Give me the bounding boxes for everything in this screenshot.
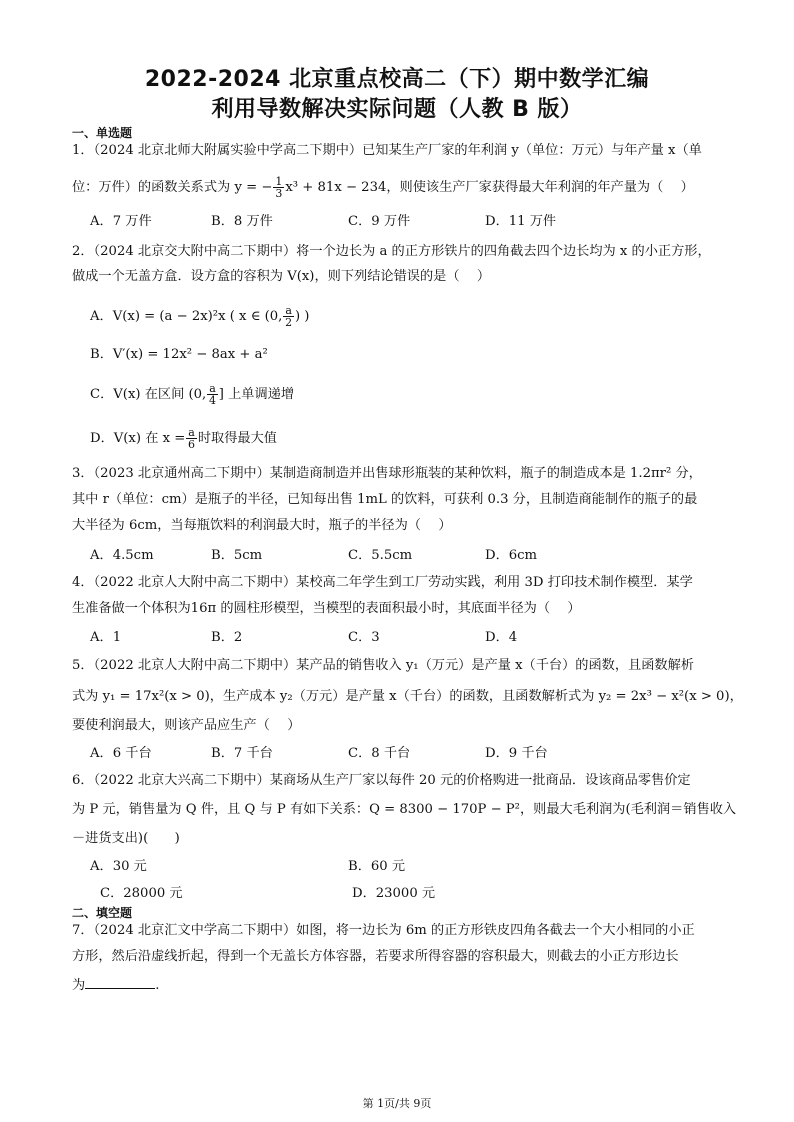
q4-option-d: D．4: [485, 630, 518, 645]
q1-line-2: [72, 176, 694, 199]
q2-option-c-prefix: C．V(x) 在区间 (0,: [90, 387, 207, 402]
q1-fraction-numerator: 1: [275, 175, 283, 188]
q3-line-1: 3．（2023 北京通州高二下期中）某制造商制造并出售球形瓶装的某种饮料，瓶子的制造成本是 1.2πr² 分，: [72, 466, 702, 481]
q5-option-b: B．7 千台: [211, 746, 273, 761]
q2-option-a-denominator: 2: [285, 316, 293, 329]
q6-line-3: －进货支出)( ): [72, 831, 180, 846]
q5-option-c: C．8 千台: [348, 746, 411, 761]
q2-option-c-denominator: 4: [208, 394, 216, 407]
q7-line-3: [72, 974, 159, 996]
q5-line-2: 式为 y₁ = 17x²(x > 0)，生产成本 y₂（万元）是产量 x（千台）的函数，且函数解析式为 y₂ = 2x³ − x²(x > 0)，: [72, 689, 743, 704]
q2-option-d: [90, 427, 277, 450]
document-title-line-1: 2022-2024 北京重点校高二（下）期中数学汇编: [144, 67, 650, 92]
q3-option-c: C．5.5cm: [348, 548, 413, 563]
q2-option-d-suffix: 时取得最大值: [197, 431, 277, 446]
section-heading-single-choice: 一、单选题: [72, 126, 133, 140]
q2-option-a-numerator: a: [285, 304, 292, 317]
q6-line-1: 6．（2022 北京大兴高二下期中）某商场从生产厂家以每件 20 元的价格购进一批商品．设该商品零售价定: [72, 773, 691, 788]
q2-option-c-fraction: [207, 383, 218, 406]
q2-option-b: B．V′(x) = 12x² − 8ax + a²: [90, 347, 268, 362]
q2-option-d-fraction: [186, 427, 197, 450]
q2-option-c-numerator: a: [209, 382, 216, 395]
q4-option-b: B．2: [211, 630, 243, 645]
q1-formula-prefix: 位：万件）的函数关系式为 y = −: [72, 180, 273, 195]
q4-option-c: C．3: [348, 630, 380, 645]
section-heading-fill-in: 二、填空题: [72, 906, 133, 920]
q5-line-3: 要使利润最大，则该产品应生产（ ）: [72, 718, 301, 733]
q1-formula-suffix: x³ + 81x − 234，则使该生产厂家获得最大年利润的年产量为（ ）: [285, 180, 694, 195]
q2-option-c: [90, 383, 294, 406]
q3-option-d: D．6cm: [485, 548, 538, 563]
q2-option-c-suffix: ] 上单调递增: [218, 387, 295, 402]
q4-line-1: 4．（2022 北京人大附中高二下期中）某校高二年学生到工厂劳动实践，利用 3D 打印技术制作模型．某学: [72, 575, 693, 590]
q4-line-2: 生准备做一个体积为16π 的圆柱形模型，当模型的表面积最小时，其底面半径为（ ）: [72, 601, 581, 616]
q3-line-2: 其中 r（单位：cm）是瓶子的半径，已知每出售 1mL 的饮料，可获利 0.3 分，且制造商能制作的瓶子的最: [72, 492, 698, 507]
q2-option-a: [90, 305, 309, 328]
q3-line-3: 大半径为 6cm，当每瓶饮料的利润最大时，瓶子的半径为（ ）: [72, 518, 452, 533]
q2-option-d-prefix: D．V(x) 在 x =: [90, 431, 186, 446]
q2-option-a-suffix: ) ): [294, 309, 310, 324]
q2-option-a-fraction: [283, 305, 294, 328]
document-title-line-2: 利用导数解决实际问题（人教 B 版）: [211, 97, 583, 122]
q2-line-1: 2．（2024 北京交大附中高二下期中）将一个边长为 a 的正方形铁片的四角截去四个边长均为 x 的小正方形，: [72, 244, 711, 259]
q3-option-a: A．4.5cm: [90, 548, 154, 563]
q1-line-1: 1．（2024 北京北师大附属实验中学高二下期中）已知某生产厂家的年利润 y（单位：万元）与年产量 x（单: [72, 143, 702, 158]
q1-option-c: C．9 万件: [348, 214, 411, 229]
q6-line-2: 为 P 元，销售量为 Q 件，且 Q 与 P 有如下关系：Q = 8300 − 170P − P²，则最大毛利润为(毛利润＝销售收入: [72, 802, 737, 817]
q7-line-3-prefix: 为: [72, 978, 86, 993]
q7-line-1: 7．（2024 北京汇文中学高二下期中）如图，将一边长为 6m 的正方形铁皮四角各截去一个大小相同的小正: [72, 923, 695, 938]
q1-fraction: [273, 176, 284, 199]
q6-option-c: C．28000 元: [100, 886, 183, 901]
q6-option-d: D．23000 元: [352, 886, 436, 901]
q1-option-a: A．7 万件: [90, 214, 152, 229]
q5-line-1: 5．（2022 北京人大附中高二下期中）某产品的销售收入 y₁（万元）是产量 x（千台）的函数，且函数解析: [72, 658, 694, 673]
q5-option-a: A．6 千台: [90, 746, 152, 761]
q7-answer-blank: [85, 974, 155, 989]
q2-option-d-numerator: a: [188, 426, 195, 439]
q4-option-a: A．1: [90, 630, 122, 645]
q6-option-a: A．30 元: [90, 859, 147, 874]
q5-option-d: D．9 千台: [485, 746, 548, 761]
q1-fraction-denominator: 3: [275, 187, 283, 200]
page-footer: 第 1页/共 9页: [362, 1097, 432, 1110]
q2-option-d-denominator: 6: [188, 438, 196, 451]
q1-option-b: B．8 万件: [211, 214, 273, 229]
q6-option-b: B．60 元: [348, 859, 406, 874]
q2-option-a-prefix: A．V(x) = (a − 2x)²x ( x ∈ (0,: [90, 309, 283, 324]
q7-line-3-suffix: .: [155, 978, 160, 993]
q7-line-2: 方形，然后沿虚线折起，得到一个无盖长方体容器，若要求所得容器的容积最大，则截去的小正方形边长: [72, 949, 679, 964]
q3-option-b: B．5cm: [211, 548, 263, 563]
q1-option-d: D．11 万件: [485, 214, 557, 229]
q2-line-2: 做成一个无盖方盒．设方盒的容积为 V(x)，则下列结论错误的是（ ）: [72, 269, 491, 284]
